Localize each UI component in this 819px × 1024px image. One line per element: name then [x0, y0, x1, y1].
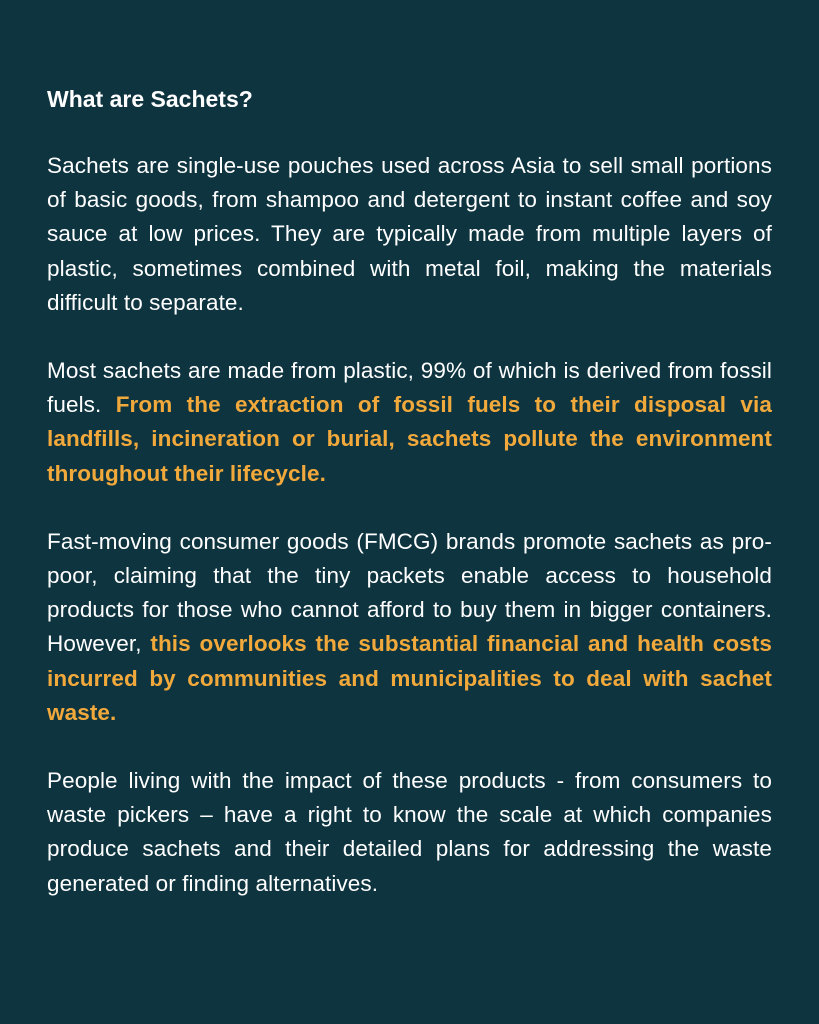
- paragraph-fossil-fuels: [47, 354, 772, 491]
- page-title: What are Sachets?: [47, 86, 253, 112]
- paragraph-fmcg-text: Fast-moving consumer goods (FMCG) brands promote sachets as pro-poor, claiming that the tiny packets enable access to household products for those who cannot afford to buy them in bigger containers. However,: [47, 528, 772, 657]
- paragraph-fossil-fuels-text: Most sachets are made from plastic, 99% of which is derived from fossil fuels.: [47, 358, 772, 418]
- paragraph-fossil-fuels-highlight: From the extraction of fossil fuels to their disposal via landfills, incineration or burial, sachets pollute the environment throughout their lifecycle.: [47, 392, 772, 486]
- paragraph-definition: Sachets are single-use pouches used across Asia to sell small portions of basic goods, from shampoo and detergent to instant coffee and soy sauce at low prices. They are typically made from multiple layers of plastic, sometimes combined with metal foil, making the materials difficult to separate.: [47, 153, 772, 315]
- paragraph-right-to-know: People living with the impact of these products - from consumers to waste pickers – have a right to know the scale at which companies produce sachets and their detailed plans for addressing the waste generated or finding alternatives.: [47, 768, 772, 896]
- paragraph-fmcg-highlight: this overlooks the substantial financial and health costs incurred by communities and municipalities to deal with sachet waste.: [47, 631, 772, 725]
- paragraph-fmcg: [47, 525, 772, 730]
